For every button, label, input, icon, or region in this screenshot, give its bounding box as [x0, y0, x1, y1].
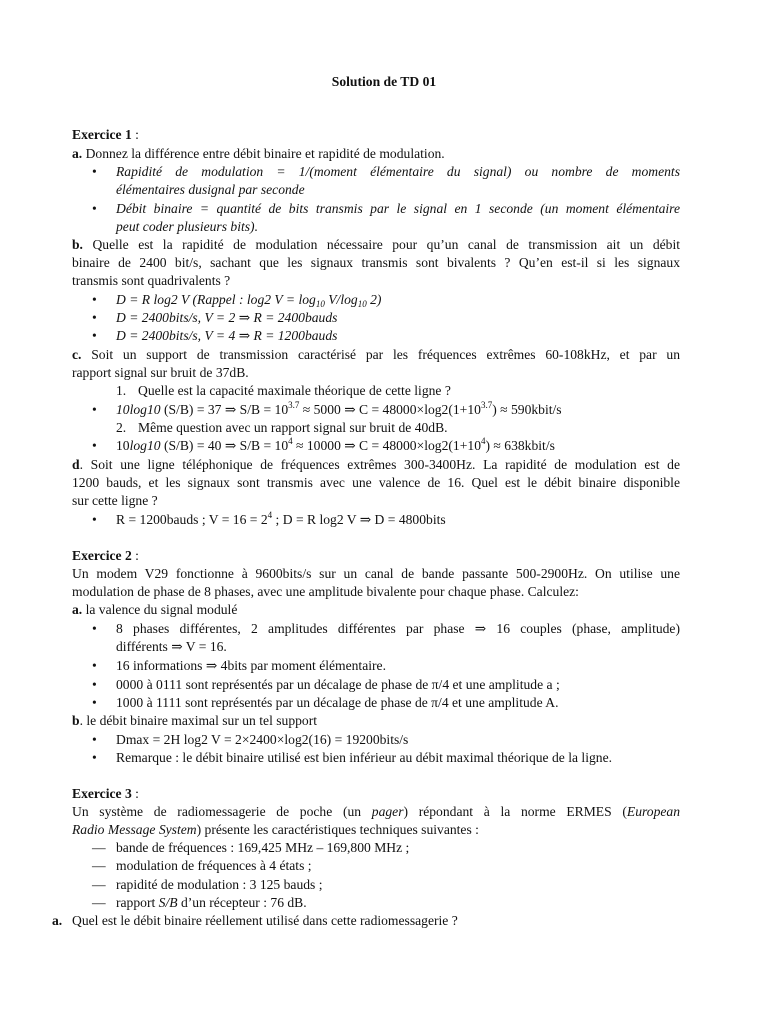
ex1-c-subquestion-2: Même question avec un rapport signal sur bruit de 40dB.: [138, 420, 448, 435]
bullet-icon: •: [92, 292, 97, 307]
dash-icon: —: [92, 840, 106, 855]
ex2-a-answer-3: 0000 à 0111 sont représentés par un décalage de phase de π/4 et une amplitude a ;: [116, 677, 560, 692]
ex1-question-a: a. Donnez la différence entre débit binaire et rapidité de modulation.: [72, 146, 445, 161]
exercise-1-heading: Exercice 1 :: [72, 127, 139, 142]
ex3-spec-4: rapport S/B d’un récepteur : 76 dB.: [116, 895, 307, 910]
ex1-a-answer-2: Débit binaire = quantité de bits transmis par le signal en 1 seconde (un moment élémentaire: [116, 201, 680, 216]
ex1-question-c-line2: rapport signal sur bruit de 37dB.: [72, 365, 249, 380]
ex1-question-c: c. Soit un support de transmission caractérisé par les fréquences extrêmes 60-108kHz, et par un: [72, 347, 680, 362]
bullet-icon: •: [92, 658, 97, 673]
ex1-b-answer-3: D = 2400bits/s, V = 4 ⇒ R = 1200bauds: [116, 328, 338, 343]
bullet-icon: •: [92, 164, 97, 179]
bullet-icon: •: [92, 201, 97, 216]
list-number: 2.: [116, 420, 127, 435]
ex3-question-a: a. Quel est le débit binaire réellement utilisé dans cette radiomessagerie ?: [52, 913, 458, 928]
ex2-question-b: b. le débit binaire maximal sur un tel support: [72, 713, 318, 728]
ex2-a-answer-2: 16 informations ⇒ 4bits par moment élémentaire.: [116, 658, 386, 673]
bullet-icon: •: [92, 621, 97, 636]
ex3-spec-1: bande de fréquences : 169,425 MHz – 169,800 MHz ;: [116, 840, 410, 855]
ex1-b-answer-1: D = R log2 V (Rappel : log2 $V = \log_{10} V/\log_{10}$ 2): [116, 292, 382, 309]
dash-icon: —: [92, 895, 106, 910]
bullet-icon: •: [92, 695, 97, 710]
ex3-statement: Un système de radiomessagerie de poche (un pager) répondant à la norme ERMES (European: [72, 804, 680, 819]
ex1-question-b: b. Quelle est la rapidité de modulation nécessaire pour qu’un canal de transmission ait un débit: [72, 237, 680, 252]
exercise-3-heading: Exercice 3 :: [72, 786, 139, 801]
ex1-c-answer-1: 10log10 (S/B) = 37 ⇒ $S/B = 10^{3.7} \approx 5000$ ⇒ $C = 48000\times\log 2(1+10^{3.7})$ ≈ 590kbit/s: [116, 400, 562, 417]
ex1-a-answer-1-cont: élémentaires dusignal par seconde: [116, 182, 305, 197]
bullet-icon: •: [92, 402, 97, 417]
ex1-c-subquestion-1: Quelle est la capacité maximale théorique de cette ligne ?: [138, 383, 451, 398]
ex2-statement: Un modem V29 fonctionne à 9600bits/s sur un canal de bande passante 500-2900Hz. On utilise une: [72, 566, 680, 581]
ex2-statement-line2: modulation de phase de 8 phases, avec une amplitude bivalente pour chaque phase. Calculez:: [72, 584, 579, 599]
ex3-spec-3: rapidité de modulation : 3 125 bauds ;: [116, 877, 323, 892]
ex2-b-answer-2: Remarque : le débit binaire utilisé est bien inférieur au débit maximal théorique de la ligne.: [116, 750, 613, 765]
ex2-a-answer-4: 1000 à 1111 sont représentés par un décalage de phase de π/4 et une amplitude A.: [116, 695, 559, 710]
ex1-question-d: d. Soit une ligne téléphonique de fréquences extrêmes 300-3400Hz. La rapidité de modulation est de: [72, 457, 680, 472]
bullet-icon: •: [92, 310, 97, 325]
ex1-question-b-line3: transmis sont quadrivalents ?: [72, 273, 231, 288]
ex1-d-answer: R = 1200bauds ; $V = 16 = 2^4$ ; D = R log2 V ⇒ D = 4800bits: [116, 510, 446, 527]
ex1-c-answer-2: 10log10 (S/B) = 40 ⇒ $S/B = 10^4 \approx 10000$ ⇒ $C = 48000\times\log 2(1+10^4)$ ≈ 638kbit/s: [116, 436, 555, 453]
exercise-2-heading: Exercice 2 :: [72, 548, 139, 563]
ex3-statement-line2: Radio Message System) présente les caractéristiques techniques suivantes :: [72, 822, 479, 837]
page-title: Solution de TD 01: [331, 74, 437, 89]
bullet-icon: •: [92, 438, 97, 453]
bullet-icon: •: [92, 512, 97, 527]
bullet-icon: •: [92, 750, 97, 765]
ex3-spec-2: modulation de fréquences à 4 états ;: [116, 858, 312, 873]
bullet-icon: •: [92, 732, 97, 747]
ex2-b-answer-1: Dmax = 2H log2 V = 2×2400×log2(16) = 19200bits/s: [116, 732, 409, 747]
dash-icon: —: [92, 858, 106, 873]
ex2-question-a: a. la valence du signal modulé: [72, 602, 238, 617]
ex1-a-answer-1: Rapidité de modulation = 1/(moment élémentaire du signal) ou nombre de moments: [116, 164, 680, 179]
bullet-icon: •: [92, 328, 97, 343]
ex1-question-d-line2: 1200 bauds, et les signaux sont transmis avec une valence de 16. Quel est le débit binaire disponible: [72, 475, 680, 490]
ex1-a-answer-2-cont: peut coder plusieurs bits).: [116, 219, 258, 234]
bullet-icon: •: [92, 677, 97, 692]
ex1-question-d-line3: sur cette ligne ?: [72, 493, 158, 508]
ex2-a-answer-1-cont: différents ⇒ V = 16.: [116, 639, 227, 654]
ex1-b-answer-2: D = 2400bits/s, V = 2 ⇒ R = 2400bauds: [116, 310, 338, 325]
ex2-a-answer-1: 8 phases différentes, 2 amplitudes différentes par phase ⇒ 16 couples (phase, amplitude): [116, 621, 680, 636]
dash-icon: —: [92, 877, 106, 892]
list-number: 1.: [116, 383, 127, 398]
ex1-question-b-line2: binaire de 2400 bit/s, sachant que les signaux transmis sont bivalents ? Qu’en est-il si les signaux: [72, 255, 680, 270]
